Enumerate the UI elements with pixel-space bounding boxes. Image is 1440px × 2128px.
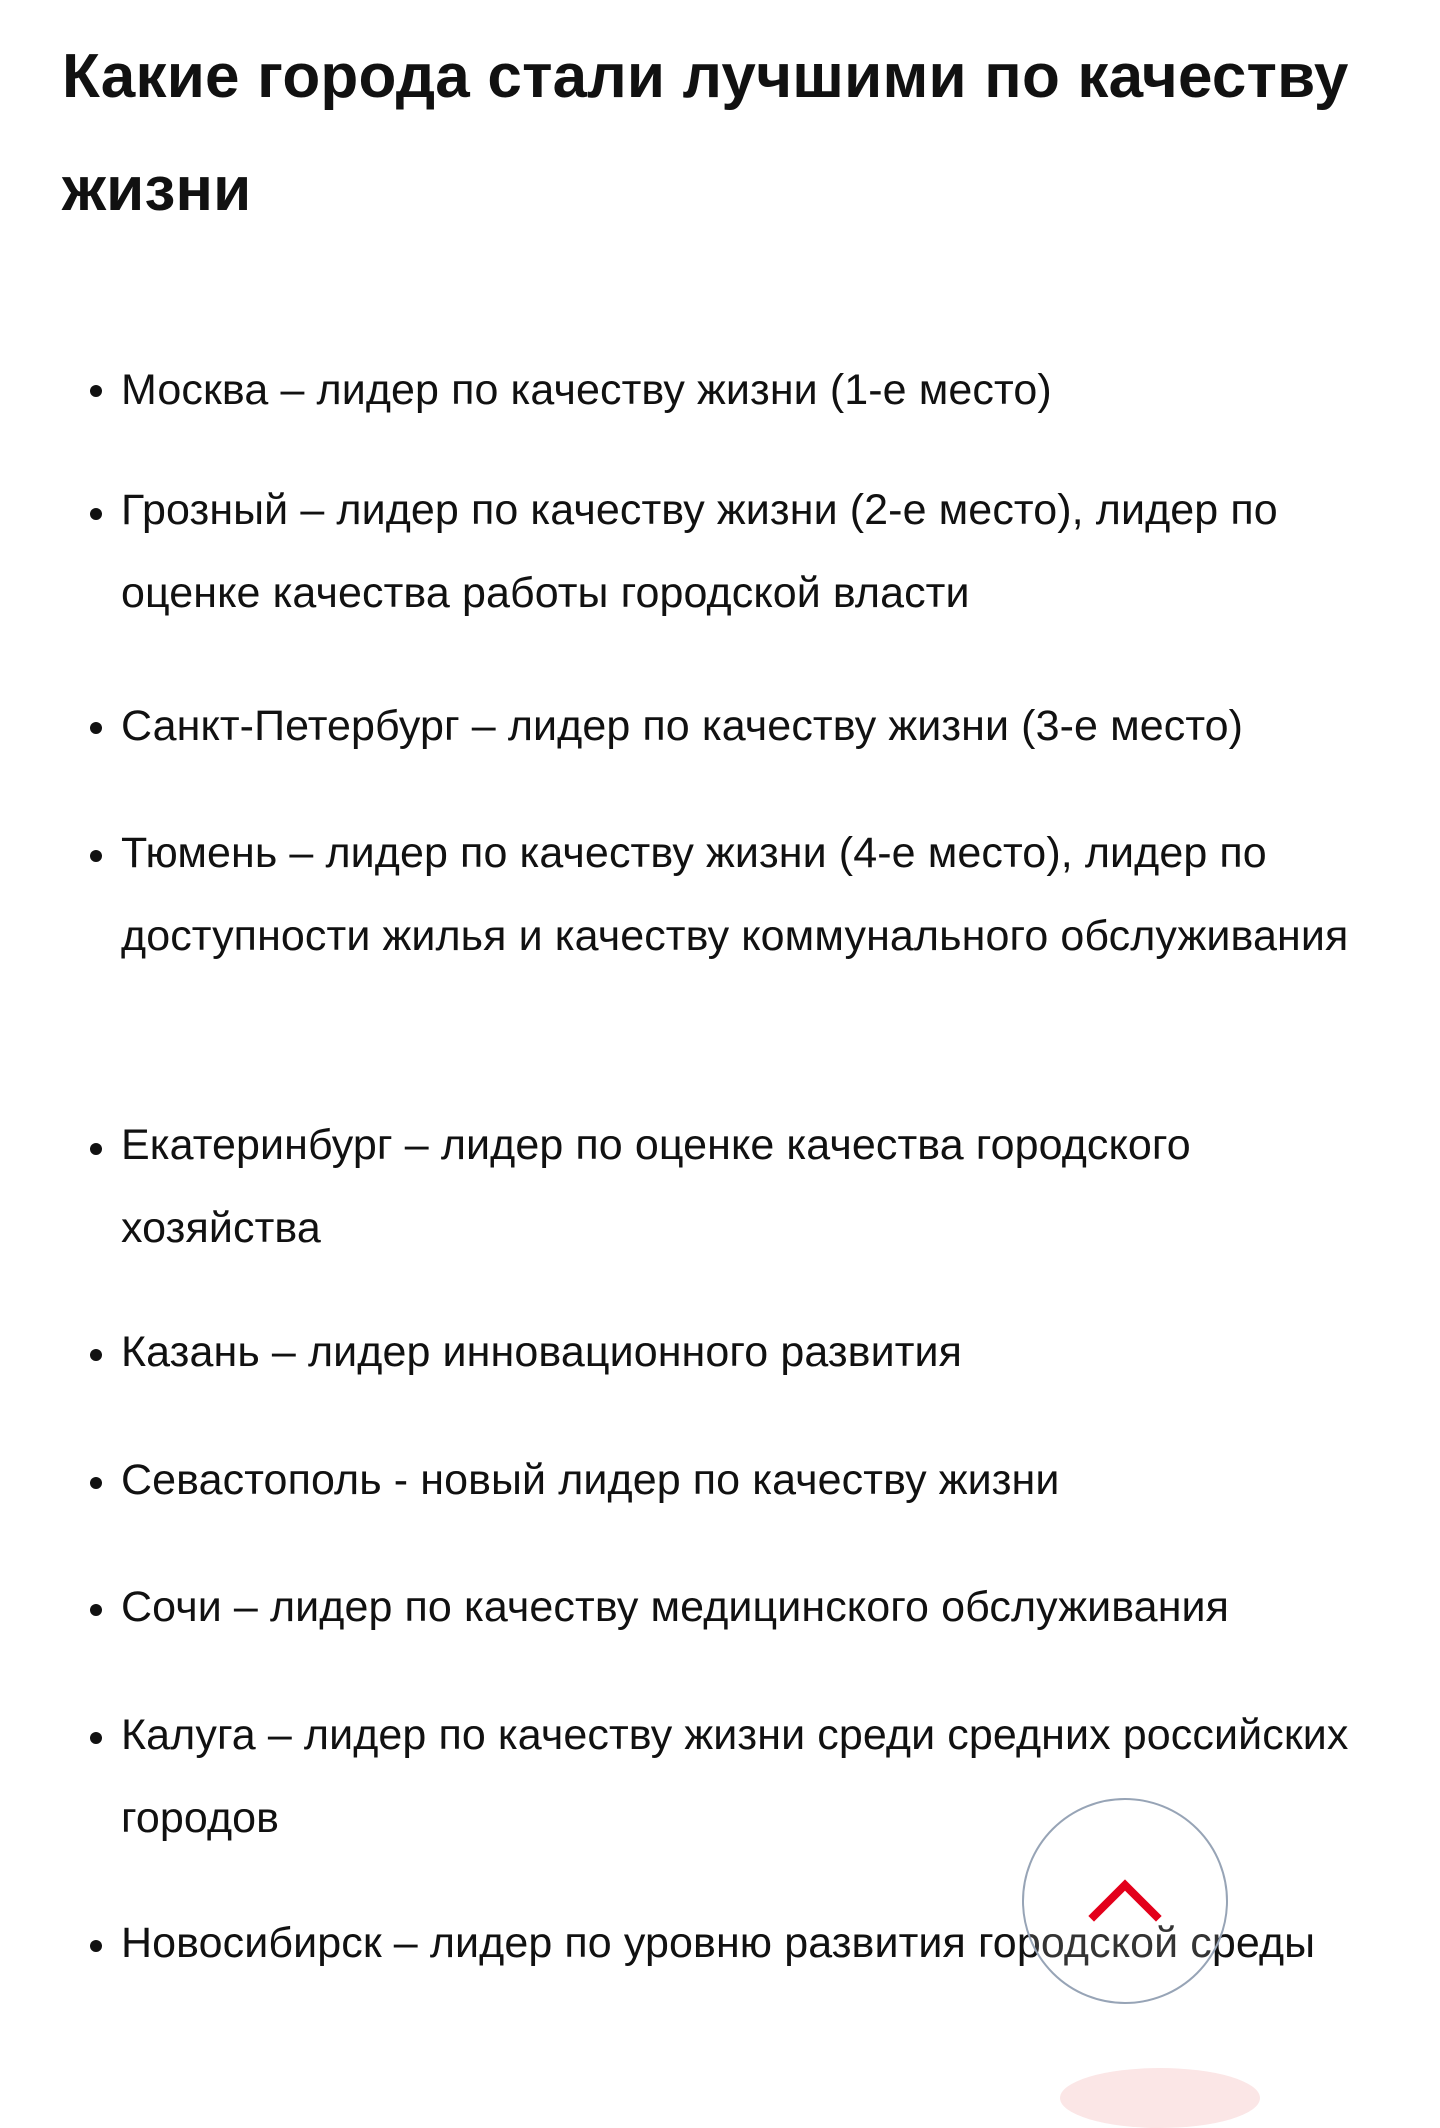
bullet-icon	[90, 722, 102, 734]
chevron-up-icon	[1024, 1800, 1230, 2006]
scroll-to-top-button[interactable]	[1022, 1798, 1228, 2004]
list-item-text: Казань – лидер инновационного развития	[121, 1328, 963, 1376]
bullet-icon	[90, 1732, 102, 1744]
decorative-shape	[1060, 2068, 1260, 2128]
list-item-text: Новосибирск – лидер по уровню развития городской среды	[121, 1919, 1316, 1967]
bullet-icon	[90, 850, 102, 862]
list-item-text: Калуга – лидер по качеству жизни среди средних российских городов	[121, 1711, 1349, 1842]
list-item-text: Сочи – лидер по качеству медицинского обслуживания	[121, 1583, 1230, 1631]
bullet-icon	[90, 1940, 102, 1952]
bullet-icon	[90, 1143, 102, 1155]
article-title: Какие города стали лучшими по качеству жизни	[62, 42, 1349, 224]
bullet-icon	[90, 385, 102, 397]
bullet-icon	[90, 1604, 102, 1616]
bullet-icon	[90, 508, 102, 520]
bullet-icon	[90, 1477, 102, 1489]
list-item-text: Екатеринбург – лидер по оценке качества городского хозяйства	[121, 1121, 1191, 1252]
bullet-icon	[90, 1349, 102, 1361]
list-item-text: Санкт-Петербург – лидер по качеству жизни (3-е место)	[121, 702, 1244, 750]
list-item-text: Москва – лидер по качеству жизни (1-е место)	[121, 366, 1052, 414]
list-item-text: Тюмень – лидер по качеству жизни (4-е место), лидер по доступности жилья и качеству коммунального обслуживания	[121, 829, 1349, 960]
list-item-text: Грозный – лидер по качеству жизни (2-е место), лидер по оценке качества работы городской власти	[121, 486, 1278, 617]
list-item-text: Севастополь - новый лидер по качеству жизни	[121, 1456, 1060, 1504]
